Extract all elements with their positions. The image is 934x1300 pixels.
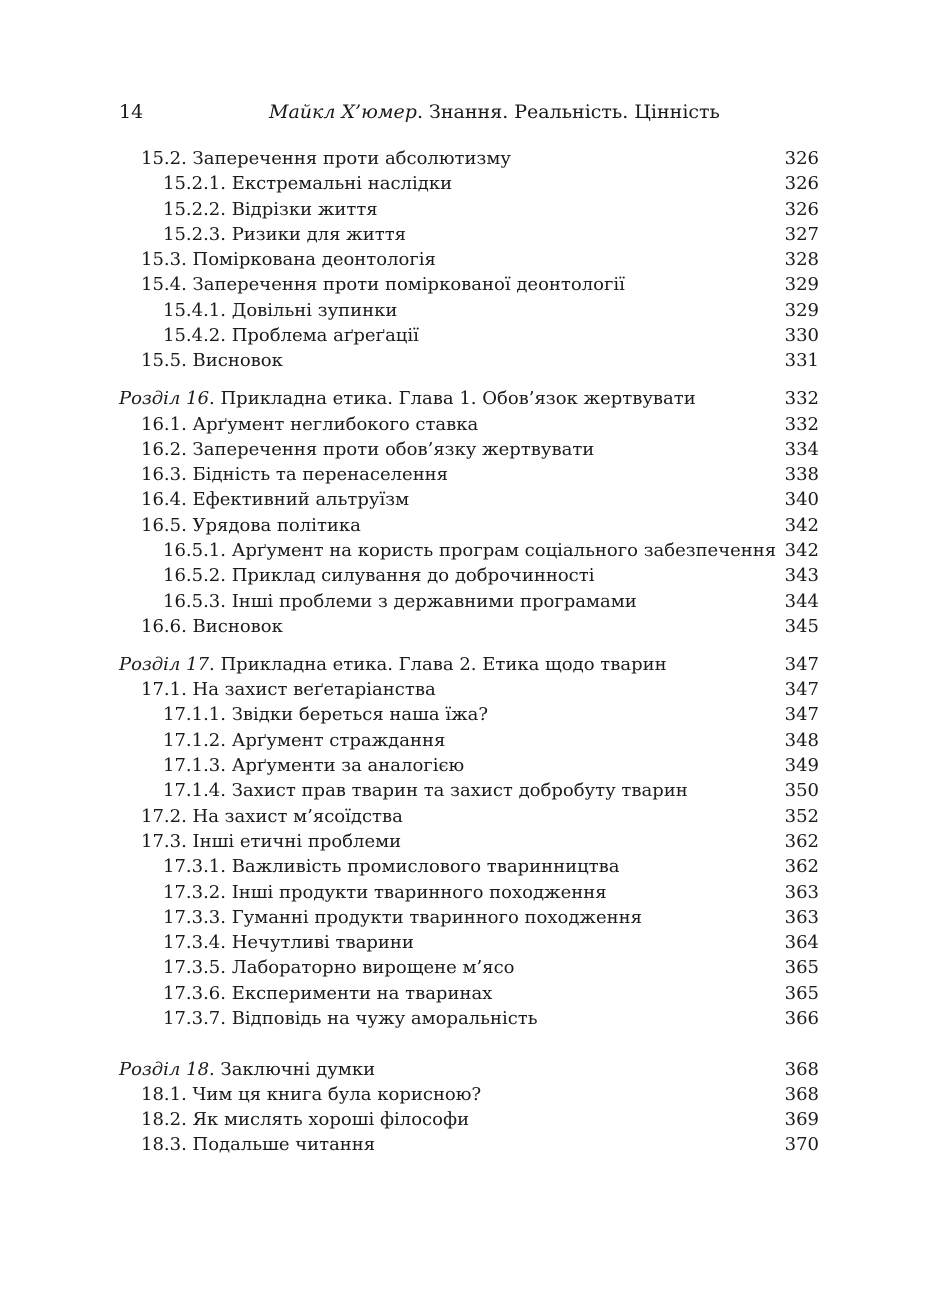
toc-entry-page: 331 (784, 350, 819, 372)
toc-entry-page: 329 (784, 299, 819, 321)
running-header (119, 101, 819, 131)
toc-entry-page: 340 (784, 489, 819, 511)
toc-subsection-entry (119, 880, 819, 905)
toc-entry-page: 370 (784, 1134, 819, 1156)
toc-entry-title (141, 487, 409, 512)
toc-entry-page: 347 (784, 679, 819, 701)
toc-subsection-entry (119, 702, 819, 727)
toc-entry-page: 366 (784, 1007, 819, 1029)
toc-entry-text: 18.3. Подальше читання (141, 1134, 376, 1156)
toc-entry-text: 18.1. Чим ця книга була корисною? (141, 1083, 482, 1105)
toc-entry-text: 16.4. Ефективний альтруїзм (141, 489, 410, 511)
toc-entry-text: 17.1.3. Арґументи за аналогією (163, 755, 465, 777)
toc-subsection-entry (119, 538, 819, 563)
toc-entry-text: 16.5.2. Приклад силування до доброчинності (163, 565, 595, 587)
toc-subsection-entry (119, 930, 819, 955)
toc-entry-title (163, 981, 492, 1006)
toc-entry-text: 15.3. Поміркована деонтологія (141, 249, 436, 271)
toc-entry-text: 17.3.4. Нечутливі тварини (163, 932, 414, 954)
toc-section-entry (119, 437, 819, 462)
toc-entry-page: 330 (784, 325, 819, 347)
toc-entry-text: 15.4. Заперечення проти поміркованої деонтології (141, 274, 625, 296)
toc-entry-text: 16.2. Заперечення проти обов’язку жертвувати (141, 438, 595, 460)
toc-entry-text: 16.6. Висновок (141, 615, 283, 637)
toc-entry-page: 332 (784, 413, 819, 435)
toc-section-entry (119, 804, 819, 829)
toc-entry-page: 342 (784, 540, 819, 562)
toc-entry-page: 332 (784, 388, 819, 410)
toc-entry-text: 16.3. Бідність та перенаселення (141, 464, 449, 486)
toc-entry-page: 326 (784, 148, 819, 169)
toc-entry-text: 17.3. Інші етичні проблеми (141, 830, 402, 852)
chapter-label: Розділ 17 (119, 653, 210, 675)
toc-entry-title (163, 930, 414, 955)
toc-subsection-entry (119, 905, 819, 930)
toc-entry-text: 15.5. Висновок (141, 350, 283, 372)
toc-entry-title (163, 955, 515, 980)
toc-entry-title (163, 563, 594, 588)
toc-entry-text: 17.2. На захист м’ясоїдства (141, 805, 403, 827)
running-head (269, 101, 720, 123)
toc-chapter-entry (119, 652, 819, 677)
toc-subsection-entry (119, 323, 819, 348)
toc-entry-text: . Прикладна етика. Глава 2. Етика щодо тварин (209, 653, 667, 675)
toc-entry-text: 16.5. Урядова політика (141, 514, 361, 536)
chapter-label: Розділ 16 (119, 388, 210, 410)
toc-entry-title (163, 222, 406, 247)
toc-entry-title (141, 272, 625, 297)
toc-entry-page: 345 (784, 615, 819, 637)
toc-entry-page: 365 (784, 982, 819, 1004)
toc-entry-text: 15.4.2. Проблема аґреґації (163, 325, 419, 347)
book-title: . Знання. Реальність. Цінність (416, 101, 720, 123)
toc-entry-text: 18.2. Як мислять хороші філософи (141, 1109, 470, 1131)
toc-entry-text: . Прикладна етика. Глава 1. Обов’язок жертвувати (209, 388, 696, 410)
toc-entry-page: 338 (784, 464, 819, 486)
toc-entry-page: 352 (784, 805, 819, 827)
toc-entry-text: 17.3.2. Інші продукти тваринного походження (163, 881, 607, 903)
toc-entry-title (141, 513, 361, 538)
toc-entry-title (163, 197, 378, 222)
toc-section-entry (119, 487, 819, 512)
toc-chapter-entry (119, 1057, 819, 1082)
toc-entry-page: 364 (784, 932, 819, 954)
toc-entry-page: 327 (784, 223, 819, 245)
toc-entry-title (141, 437, 594, 462)
toc-entry-title (163, 880, 607, 905)
toc-entry-text: 16.5.1. Арґумент на користь програм соціального забезпечення (163, 540, 777, 562)
toc-entry-page: 363 (784, 906, 819, 928)
toc-entry-page: 362 (784, 830, 819, 852)
toc-entry-title (119, 1057, 375, 1082)
toc-entry-text: . Заключні думки (209, 1058, 376, 1080)
toc-section-entry (119, 412, 819, 437)
toc-entry-page: 365 (784, 957, 819, 979)
toc-subsection-entry (119, 563, 819, 588)
toc-entry-title (163, 538, 776, 563)
toc-entry-title (141, 829, 401, 854)
toc-entry-text: 15.2.3. Ризики для життя (163, 223, 407, 245)
toc-section-entry (119, 513, 819, 538)
toc-subsection-entry (119, 222, 819, 247)
toc-entry-page: 334 (784, 438, 819, 460)
toc-subsection-entry (119, 753, 819, 778)
toc-entry-text: 17.3.6. Експерименти на тваринах (163, 982, 493, 1004)
toc-section-entry (119, 829, 819, 854)
toc-subsection-entry (119, 854, 819, 879)
toc-entry-page: 349 (784, 755, 819, 777)
toc-entry-page: 342 (784, 514, 819, 536)
toc-entry-title (141, 1107, 469, 1132)
author-name: Майкл Х’юмер (269, 101, 417, 123)
toc-entry-text: 15.2. Заперечення проти абсолютизму (141, 148, 511, 169)
toc-entry-title (163, 323, 419, 348)
toc-subsection-entry (119, 981, 819, 1006)
toc-entry-text: 15.2.2. Відрізки життя (163, 198, 378, 220)
toc-entry-page: 328 (784, 249, 819, 271)
toc-entry-title (141, 247, 436, 272)
toc-entry-page: 368 (784, 1083, 819, 1105)
toc-entry-text: 16.5.3. Інші проблеми з державними програмами (163, 590, 637, 612)
toc-entry-title (141, 146, 511, 171)
toc-entry-page: 362 (784, 856, 819, 878)
toc-subsection-entry (119, 778, 819, 803)
toc-entry-title (163, 753, 464, 778)
table-of-contents (119, 146, 819, 1158)
toc-subsection-entry (119, 1006, 819, 1031)
toc-entry-text: 17.1.2. Арґумент страждання (163, 729, 446, 751)
toc-entry-text: 17.3.1. Важливість промислового тваринництва (163, 856, 620, 878)
toc-entry-text: 15.2.1. Екстремальні наслідки (163, 173, 453, 195)
toc-entry-page: 348 (784, 729, 819, 751)
toc-section-entry (119, 677, 819, 702)
toc-entry-title (163, 589, 637, 614)
toc-section-entry (119, 146, 819, 171)
toc-entry-title (163, 854, 620, 879)
toc-subsection-entry (119, 197, 819, 222)
toc-section-entry (119, 1132, 819, 1157)
toc-entry-title (141, 348, 283, 373)
toc-entry-page: 347 (784, 704, 819, 726)
toc-entry-title (119, 652, 667, 677)
toc-entry-text: 17.3.7. Відповідь на чужу аморальність (163, 1007, 538, 1029)
toc-subsection-entry (119, 589, 819, 614)
toc-entry-page: 369 (784, 1109, 819, 1131)
toc-entry-page: 347 (784, 653, 819, 675)
toc-entry-title (141, 614, 283, 639)
toc-entry-title (141, 677, 436, 702)
toc-entry-page: 343 (784, 565, 819, 587)
toc-entry-page: 350 (784, 780, 819, 802)
toc-section-entry (119, 1107, 819, 1132)
toc-section-entry (119, 614, 819, 639)
toc-entry-page: 344 (784, 590, 819, 612)
toc-entry-title (141, 412, 478, 437)
toc-entry-title (141, 804, 403, 829)
toc-entry-title (163, 1006, 538, 1031)
toc-entry-page: 363 (784, 881, 819, 903)
toc-entry-text: 16.1. Арґумент неглибокого ставка (141, 413, 479, 435)
toc-section-entry (119, 1082, 819, 1107)
chapter-label: Розділ 18 (119, 1058, 210, 1080)
toc-entry-text: 17.1.1. Звідки береться наша їжа? (163, 704, 489, 726)
toc-entry-title (163, 905, 642, 930)
toc-subsection-entry (119, 955, 819, 980)
toc-entry-title (141, 462, 448, 487)
page-number: 14 (119, 101, 144, 123)
toc-entry-page: 329 (784, 274, 819, 296)
toc-section-entry (119, 247, 819, 272)
toc-entry-page: 326 (784, 173, 819, 195)
toc-chapter-entry (119, 386, 819, 411)
toc-entry-title (141, 1132, 375, 1157)
toc-entry-title (141, 1082, 481, 1107)
toc-entry-text: 17.3.3. Гуманні продукти тваринного походження (163, 906, 642, 928)
toc-entry-title (163, 298, 397, 323)
toc-entry-title (119, 386, 696, 411)
toc-entry-title (163, 778, 688, 803)
toc-entry-text: 17.1.4. Захист прав тварин та захист добробуту тварин (163, 780, 688, 802)
toc-entry-title (163, 728, 445, 753)
toc-subsection-entry (119, 728, 819, 753)
toc-entry-text: 17.1. На захист веґетаріанства (141, 679, 436, 701)
toc-subsection-entry (119, 298, 819, 323)
toc-entry-title (163, 702, 488, 727)
toc-entry-text: 15.4.1. Довільні зупинки (163, 299, 398, 321)
toc-subsection-entry (119, 171, 819, 196)
toc-entry-title (163, 171, 452, 196)
toc-entry-text: 17.3.5. Лабораторно вирощене м’ясо (163, 957, 515, 979)
toc-section-entry (119, 462, 819, 487)
toc-entry-page: 368 (784, 1058, 819, 1080)
toc-section-entry (119, 272, 819, 297)
toc-entry-page: 326 (784, 198, 819, 220)
toc-section-entry (119, 348, 819, 373)
